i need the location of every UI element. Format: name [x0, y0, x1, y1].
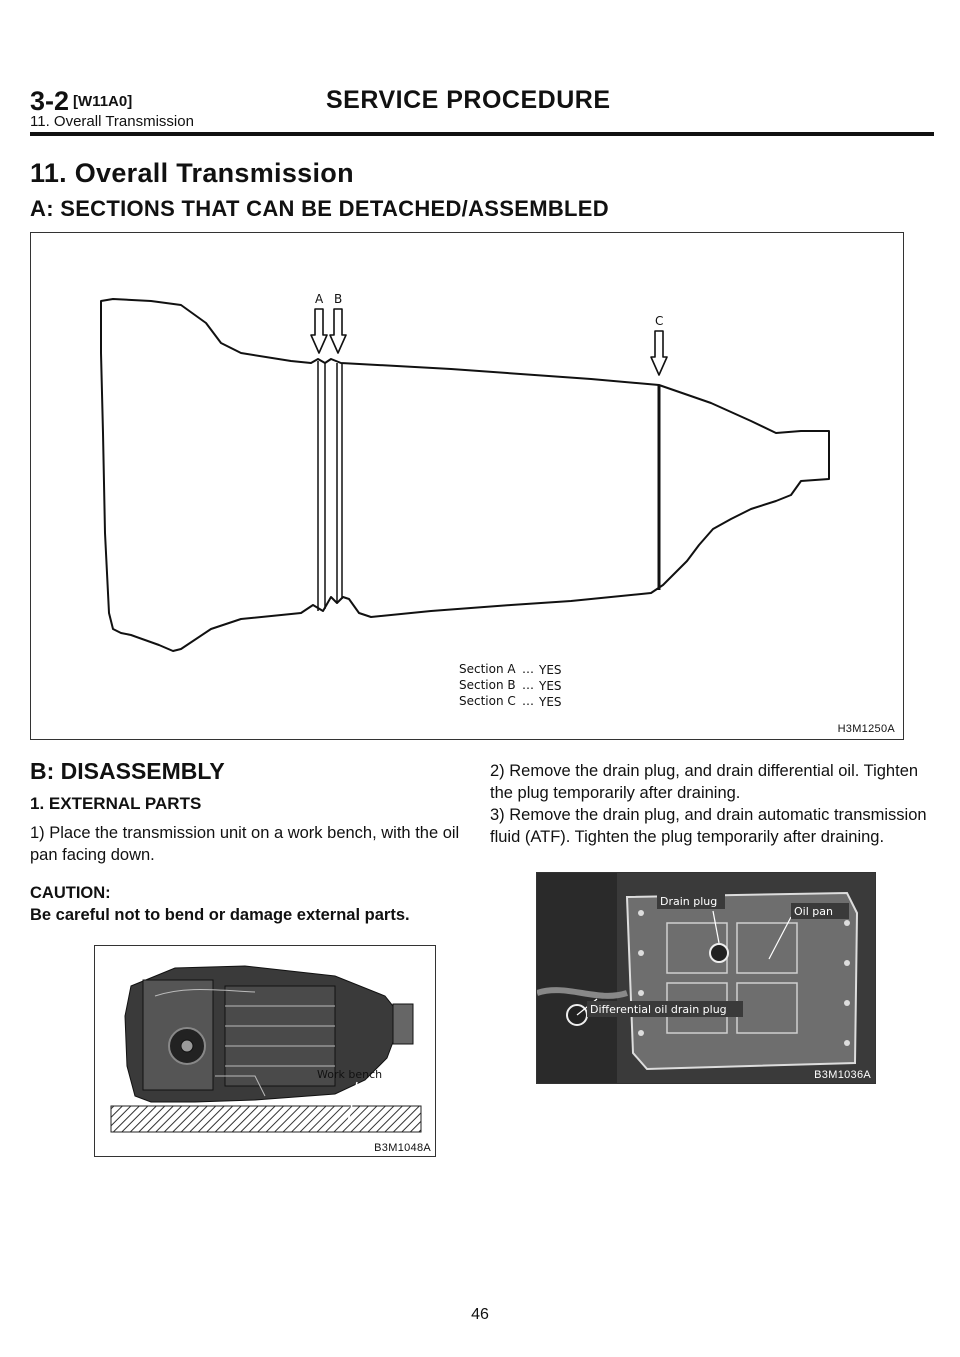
legend-name: Section A: [459, 662, 516, 676]
work-bench-label: Work bench: [317, 1068, 383, 1081]
caution-text: Be careful not to bend or damage external parts.: [30, 906, 410, 924]
header-rule: [30, 132, 934, 136]
step-3: 3) Remove the drain plug, and drain automatic transmission fluid (ATF). Tighten the plug temporarily after draining.: [490, 806, 927, 846]
drain-plug-label: Drain plug: [660, 895, 718, 908]
part-title: 1. EXTERNAL PARTS: [30, 794, 202, 813]
legend-dots: …: [522, 662, 534, 676]
label-b: B: [334, 292, 343, 306]
differential-plug-label: Differential oil drain plug: [590, 1003, 727, 1016]
legend-name: Section B: [459, 678, 516, 692]
label-c: C: [655, 314, 664, 328]
header-subtitle: 11. Overall Transmission: [30, 113, 194, 130]
legend-dots: …: [522, 694, 534, 708]
legend-dots: …: [522, 678, 534, 692]
chapter-code: 3-2 [W11A0]: [30, 86, 133, 116]
step-1: 1) Place the transmission unit on a work bench, with the oil pan facing down.: [30, 824, 460, 864]
legend-value: YES: [539, 679, 562, 693]
section-legend: [459, 662, 562, 709]
figure-code: H3M1250A: [837, 723, 895, 735]
subsection-a-title: A: SECTIONS THAT CAN BE DETACHED/ASSEMBLED: [30, 196, 609, 221]
transmission-section-figure: [30, 232, 904, 740]
transmission-on-bench-drawing: [95, 946, 435, 1156]
legend-value: YES: [539, 663, 562, 677]
step-2: 2) Remove the drain plug, and drain differential oil. Tighten the plug temporarily after draining.: [490, 762, 919, 802]
label-a: A: [315, 292, 324, 306]
caution-label: CAUTION:: [30, 884, 111, 902]
page-number: 46: [471, 1306, 489, 1323]
figure-code: B3M1048A: [374, 1142, 431, 1154]
transmission-outline-drawing: [31, 233, 903, 739]
subsection-b-title: B: DISASSEMBLY: [30, 758, 225, 784]
work-bench-figure: [94, 945, 436, 1157]
oil-pan-drawing: [537, 873, 875, 1083]
header-title: SERVICE PROCEDURE: [326, 86, 611, 114]
legend-value: YES: [539, 695, 562, 709]
section-code: [W11A0]: [73, 93, 133, 110]
legend-name: Section C: [459, 694, 516, 708]
caution-block: [30, 882, 470, 926]
drain-plug-figure: [536, 872, 876, 1084]
figure-code: B3M1036A: [814, 1069, 871, 1081]
section-title: 11. Overall Transmission: [30, 158, 354, 188]
oil-pan-label: Oil pan: [794, 905, 833, 918]
